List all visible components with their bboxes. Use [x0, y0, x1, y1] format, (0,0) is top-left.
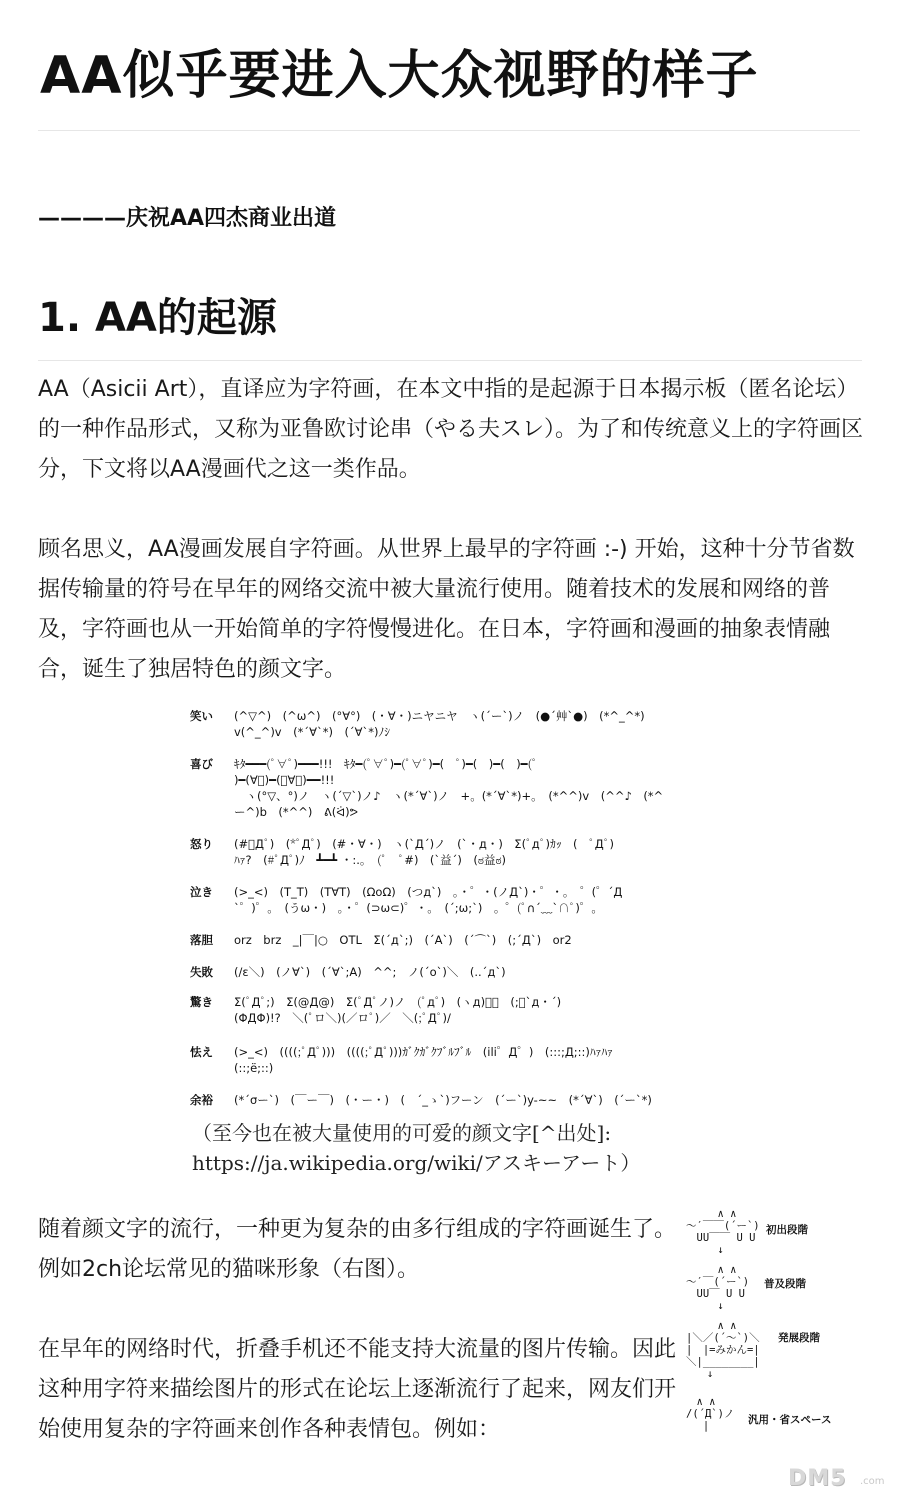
kaomoji-text: orz brz _|￣|○ OTL Σ(´д`;) (´A`) (´⌒`) (;´Д`) or2 — [234, 933, 572, 947]
paragraph-history: 顾名思义，AA漫画发展自字符画。从世界上最早的字符画 :-) 开始，这种十分节省数据传输量的符号在早年的网络交流中被大量流行使用。随着技术的发展和网络的普及，字符画也从一开始简单的字符慢慢进化。在日本，字符画和漫画的抽象表情融合，诞生了独居特色的颜文字。 — [38, 537, 855, 682]
kaomoji-label: 喜び — [190, 757, 213, 771]
kaomoji-label: 怯え — [190, 1045, 213, 1059]
figure-caption: （至今也在被大量使用的可爱的颜文字[^出处]: https://ja.wikipedia.org/wiki/アスキーアート） — [192, 1121, 641, 1175]
paragraph-intro: AA（Asicii Art），直译应为字符画，在本文中指的是起源于日本揭示板（匿名论坛）的一种作品形式，又称为亚鲁欧讨论串（やる夫スレ）。为了和传统意义上的字符画区分，下文将以AA漫画代之这一类作品。 — [38, 377, 864, 482]
paragraph-multiline-aa: 随着颜文字的流行，一种更为复杂的由多行组成的字符画诞生了。例如2ch论坛常见的猫咪形象（右图）。 — [38, 1217, 677, 1282]
site-watermark — [788, 1466, 888, 1492]
kaomoji-label: 余裕 — [190, 1093, 213, 1107]
kaomoji-text: ｷﾀ━━━(ﾟ∀ﾟ)━━━!!! ｷﾀ━(ﾟ∀ﾟ)━(ﾟ∀ﾟ)━( ﾟ)━( )━( )━(ﾟ )━(∀ﾟ)━(ﾟ∀ﾟ)━━!!! ヽ(°▽、°)ノ ヽ(´▽`)ノ♪ ヽ(*´∀`)ノ +。(*´∀`*)+。 (*^^)v (^^♪ (*^ ー^)b (*^^) ᕕ(ᐛ)ᕗ — [234, 757, 664, 819]
watermark-logo: DM5 — [788, 1466, 847, 1491]
cat-evolution-figure — [686, 1208, 876, 1442]
kaomoji-label: 落胆 — [190, 933, 213, 947]
article-title: AA似乎要进入大众视野的样子 — [40, 46, 759, 106]
title-divider — [38, 130, 860, 131]
section-divider — [38, 360, 862, 361]
section-heading-origin: 1. AA的起源 — [38, 295, 277, 341]
cat-stage-label: 普及段階 — [764, 1278, 806, 1290]
cat-art-initial: ∧ ∧ ～′￣￣(´ー`) UU￣￣ U U ↓ — [686, 1208, 760, 1256]
cat-art-compact: ∧ ∧ /(´Д`)ノ | — [686, 1396, 735, 1432]
kaomoji-label: 笑い — [190, 709, 213, 723]
paragraph-early-internet: 在早年的网络时代，折叠手机还不能支持大流量的图片传输。因此这种用字符来描绘图片的形式在论坛上逐渐流行了起来，网友们开始使用复杂的字符画来创作各种表情包。例如： — [38, 1337, 677, 1442]
watermark-suffix: .com — [860, 1476, 885, 1487]
article-subtitle: ————庆祝AA四杰商业出道 — [38, 206, 337, 231]
cat-stage-label: 発展段階 — [778, 1332, 820, 1344]
kaomoji-text: (^▽^) (^ω^) (°∀°) (・∀・)ニヤニヤ ヽ(´ー`)ノ (●´艸`●) (*^_^*) v(^_^)v (*´∀`*) (´∀`*)ﾉｼ — [234, 709, 645, 739]
kaomoji-label: 失敗 — [190, 965, 213, 979]
kaomoji-label: 驚き — [190, 995, 213, 1009]
cat-art-popular: ∧ ∧ ～′￣(´ー`) UU￣ U U ↓ — [686, 1264, 750, 1312]
kaomoji-text: (>_<) (T_T) (T∀T) (ΩoΩ) (つд`) 。・゜・(ノД`)・゜・。 ゜(゜´Д `゜)゜。 (うω・) 。・゜(⊃ω⊂)゜・。 (´;ω;`) 。゜(ﾟ∩´﹏`∩ﾟ)゜。 — [234, 885, 623, 915]
kaomoji-figure — [188, 704, 728, 1174]
cat-art-developed: ∧ ∧ |＼／(´～`)＼ | |=みかん=| ＼|________| ↓ — [686, 1320, 760, 1380]
kaomoji-text: Σ(ﾟДﾟ;) Σ(@Д@) Σ(ﾟДﾟノ)ノ (ﾟдﾟ) (ヽд)ﾟﾟ (;・`д・´) (ΦДΦ)!? ＼(ﾟロ＼)(／ロﾟ)／ ＼(;ﾟДﾟ)/ — [234, 995, 562, 1025]
cat-stage-label: 初出段階 — [766, 1224, 808, 1236]
kaomoji-text: (#ﾟДﾟ) (*ﾟДﾟ) (#・∀・) ヽ(`Д´)ノ (`・д・) Σ(ﾟдﾟ)ｶｯ ( ﾟДﾟ) ﾊｧ? (#ﾟДﾟ)ﾉ ┻━┻ ・:.。 (ﾟ ﾟ#) (`益´) (ಠ益ಠ) — [234, 837, 614, 867]
kaomoji-text: (/ε＼) (ノ∀`) (´∀`;A) ^^; ノ(´o`)＼ (..´д`) — [234, 965, 506, 979]
cat-stage-label: 汎用・省スペース — [748, 1414, 832, 1426]
kaomoji-label: 怒り — [190, 837, 213, 851]
kaomoji-text: (*´σー`) (￣ー￣) (・ー・) ( ´_ゝ`)フーン (´ー`)y-~~ (*´∀`) (´ー`*) — [234, 1093, 652, 1107]
kaomoji-text: (>_<) ((((;ﾟДﾟ))) ((((;ﾟДﾟ)))ｶﾞｸｶﾞｸﾌﾞﾙﾌﾞﾙ (ili゜Д゜) (:::;Д;::)ﾊｧﾊｧ (::;ё;::) — [234, 1045, 613, 1075]
kaomoji-label: 泣き — [190, 885, 213, 899]
